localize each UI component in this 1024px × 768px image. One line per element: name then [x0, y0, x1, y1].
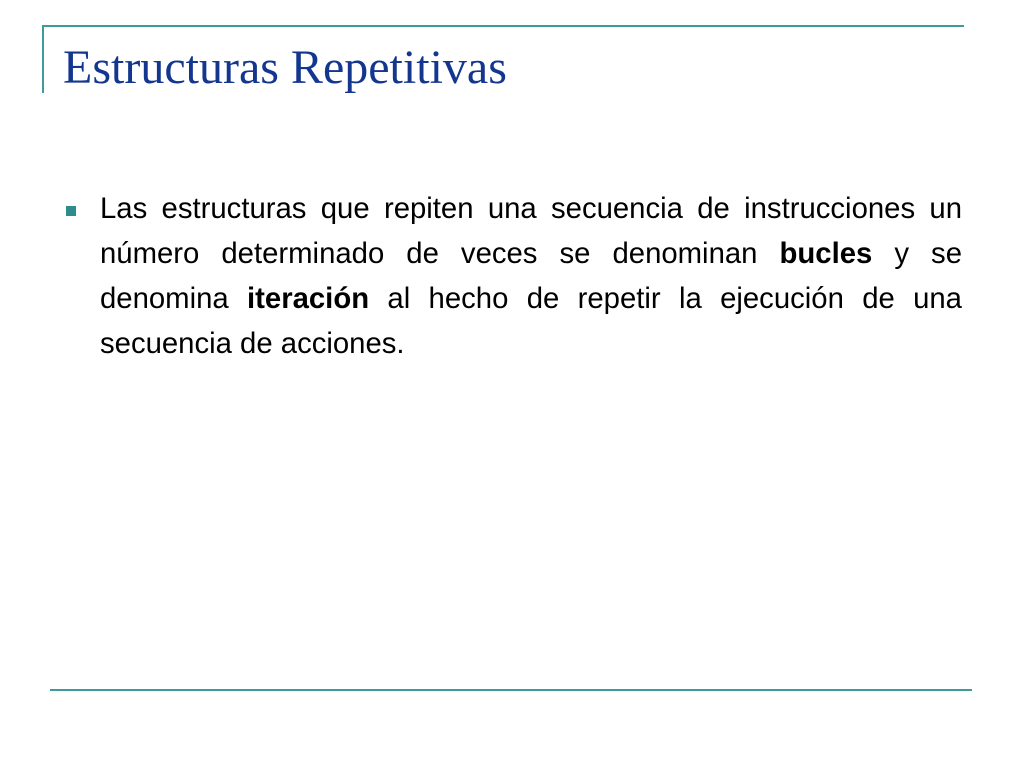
bullet-item: [62, 186, 962, 366]
bullet-text: [100, 186, 962, 366]
footer-line: [50, 689, 972, 691]
text-segment: Las estructuras que repiten una secuencia de instrucciones un número determinado de veces se denominan: [100, 192, 962, 270]
slide-body: [62, 186, 962, 366]
slide-title: Estructuras Repetitivas: [63, 41, 507, 94]
title-frame-left-line: [42, 25, 44, 93]
title-frame-top-line: [42, 25, 964, 27]
bold-term-bucles: bucles: [779, 237, 873, 270]
text-segment: al hecho de repetir la ejecución de una secuencia de acciones.: [100, 282, 962, 360]
square-bullet-icon: [66, 206, 76, 216]
text-segment: y se denomina: [100, 237, 962, 315]
bold-term-iteracion: iteración: [247, 282, 370, 315]
